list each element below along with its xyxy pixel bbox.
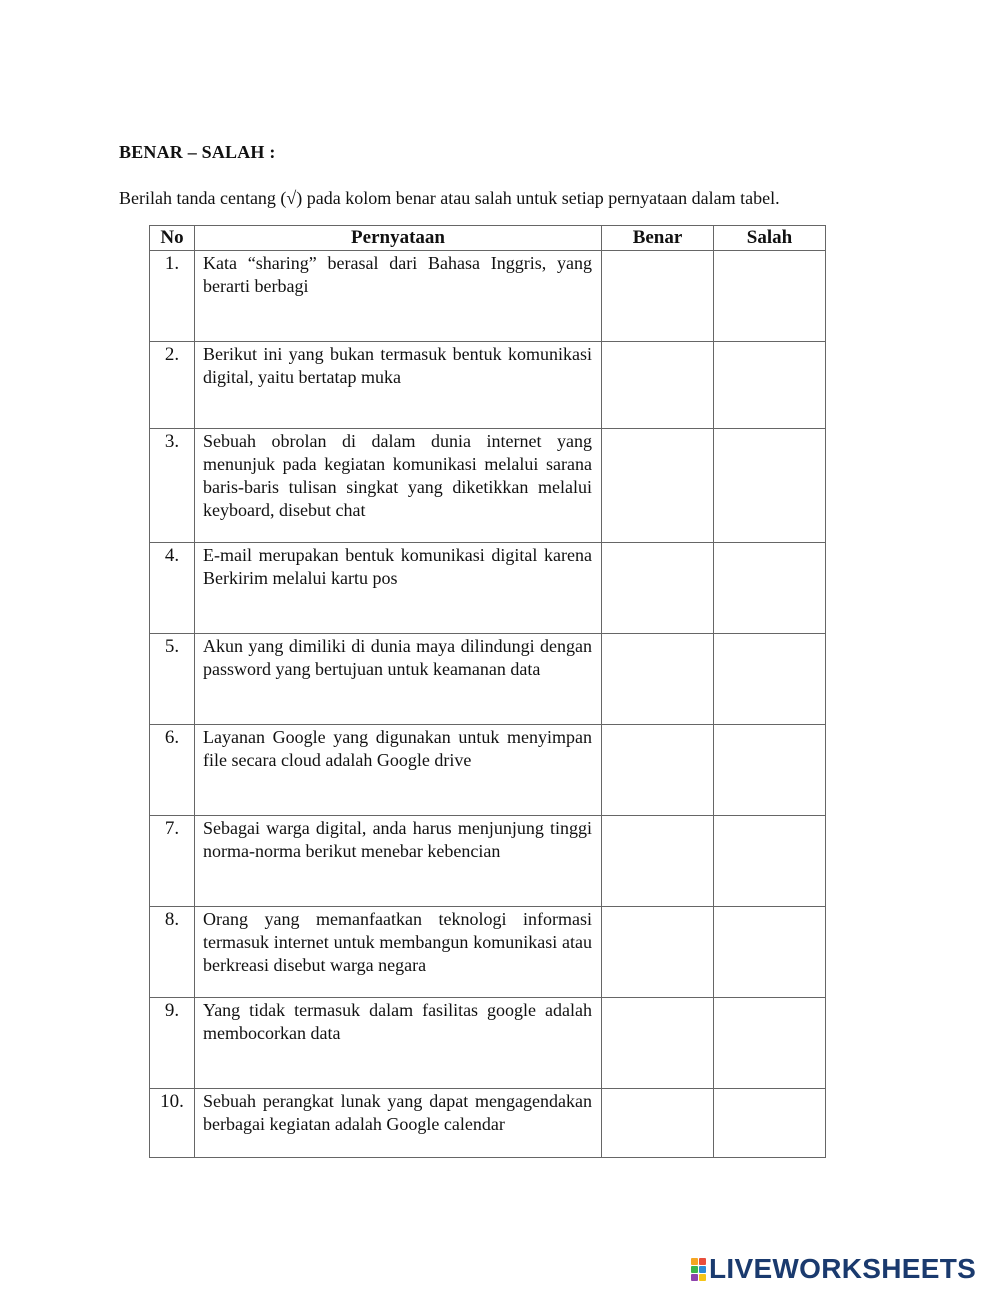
row-number: 6. xyxy=(150,725,195,816)
answer-false-input[interactable] xyxy=(714,817,825,832)
row-number: 1. xyxy=(150,251,195,342)
answer-true-cell[interactable] xyxy=(602,342,714,429)
logo-square xyxy=(699,1266,706,1273)
table-header-row xyxy=(150,226,826,251)
answer-false-input[interactable] xyxy=(714,343,825,358)
row-number: 7. xyxy=(150,816,195,907)
liveworksheets-logo-icon xyxy=(691,1258,706,1281)
worksheet-heading: BENAR – SALAH : xyxy=(119,142,276,162)
answer-true-cell[interactable] xyxy=(602,634,714,725)
answer-false-input[interactable] xyxy=(714,252,825,267)
table-row xyxy=(150,1089,826,1158)
liveworksheets-brand xyxy=(691,1253,976,1285)
answer-true-cell[interactable] xyxy=(602,907,714,998)
table-row xyxy=(150,429,826,543)
answer-false-input[interactable] xyxy=(714,1090,825,1105)
row-number: 8. xyxy=(150,907,195,998)
answer-true-input[interactable] xyxy=(602,430,713,445)
answer-true-input[interactable] xyxy=(602,252,713,267)
answer-true-cell[interactable] xyxy=(602,429,714,543)
answer-true-cell[interactable] xyxy=(602,998,714,1089)
answer-true-input[interactable] xyxy=(602,635,713,650)
answer-false-cell[interactable] xyxy=(714,634,826,725)
table-row xyxy=(150,251,826,342)
row-statement: Sebuah obrolan di dalam dunia internet yang menunjuk pada kegiatan komunikasi melalui sarana baris-baris tulisan singkat yang diketikkan melalui keyboard, disebut chat xyxy=(195,429,602,543)
row-statement: Yang tidak termasuk dalam fasilitas google adalah membocorkan data xyxy=(195,998,602,1089)
answer-true-input[interactable] xyxy=(602,1090,713,1105)
logo-square xyxy=(691,1274,698,1281)
answer-true-cell[interactable] xyxy=(602,251,714,342)
answer-true-input[interactable] xyxy=(602,726,713,741)
answer-false-cell[interactable] xyxy=(714,725,826,816)
answer-true-cell[interactable] xyxy=(602,1089,714,1158)
answer-true-cell[interactable] xyxy=(602,725,714,816)
answer-false-input[interactable] xyxy=(714,430,825,445)
header-no: No xyxy=(150,226,195,251)
row-statement: Kata “sharing” berasal dari Bahasa Inggris, yang berarti berbagi xyxy=(195,251,602,342)
answer-true-cell[interactable] xyxy=(602,816,714,907)
answer-false-cell[interactable] xyxy=(714,342,826,429)
header-false: Salah xyxy=(714,226,826,251)
answer-false-cell[interactable] xyxy=(714,429,826,543)
table-row xyxy=(150,907,826,998)
header-true: Benar xyxy=(602,226,714,251)
answer-false-input[interactable] xyxy=(714,544,825,559)
answer-false-cell[interactable] xyxy=(714,998,826,1089)
table-row xyxy=(150,543,826,634)
liveworksheets-wordmark: LIVEWORKSHEETS xyxy=(709,1253,977,1284)
row-statement: Layanan Google yang digunakan untuk menyimpan file secara cloud adalah Google drive xyxy=(195,725,602,816)
row-number: 5. xyxy=(150,634,195,725)
answer-false-input[interactable] xyxy=(714,635,825,650)
row-statement: Akun yang dimiliki di dunia maya dilindungi dengan password yang bertujuan untuk keamanan data xyxy=(195,634,602,725)
answer-false-cell[interactable] xyxy=(714,543,826,634)
table-row xyxy=(150,342,826,429)
answer-true-input[interactable] xyxy=(602,544,713,559)
row-statement: Sebagai warga digital, anda harus menjunjung tinggi norma-norma berikut menebar kebencian xyxy=(195,816,602,907)
row-number: 2. xyxy=(150,342,195,429)
row-number: 9. xyxy=(150,998,195,1089)
answer-true-cell[interactable] xyxy=(602,543,714,634)
answer-false-input[interactable] xyxy=(714,999,825,1014)
logo-square xyxy=(699,1274,706,1281)
true-false-table xyxy=(149,225,826,1158)
header-statement: Pernyataan xyxy=(195,226,602,251)
logo-square xyxy=(691,1258,698,1265)
logo-square xyxy=(691,1266,698,1273)
row-statement: Berikut ini yang bukan termasuk bentuk komunikasi digital, yaitu bertatap muka xyxy=(195,342,602,429)
row-number: 10. xyxy=(150,1089,195,1158)
row-number: 3. xyxy=(150,429,195,543)
answer-false-input[interactable] xyxy=(714,726,825,741)
answer-true-input[interactable] xyxy=(602,343,713,358)
table-row xyxy=(150,816,826,907)
answer-false-cell[interactable] xyxy=(714,1089,826,1158)
table-row xyxy=(150,725,826,816)
answer-true-input[interactable] xyxy=(602,908,713,923)
answer-true-input[interactable] xyxy=(602,817,713,832)
row-number: 4. xyxy=(150,543,195,634)
answer-false-input[interactable] xyxy=(714,908,825,923)
answer-false-cell[interactable] xyxy=(714,907,826,998)
row-statement: Sebuah perangkat lunak yang dapat mengagendakan berbagai kegiatan adalah Google calendar xyxy=(195,1089,602,1158)
worksheet-instruction: Berilah tanda centang (√) pada kolom benar atau salah untuk setiap pernyataan dalam tabel. xyxy=(119,188,780,208)
answer-true-input[interactable] xyxy=(602,999,713,1014)
table-row xyxy=(150,998,826,1089)
table-row xyxy=(150,634,826,725)
row-statement: Orang yang memanfaatkan teknologi informasi termasuk internet untuk membangun komunikasi atau berkreasi disebut warga negara xyxy=(195,907,602,998)
logo-square xyxy=(699,1258,706,1265)
answer-false-cell[interactable] xyxy=(714,251,826,342)
answer-false-cell[interactable] xyxy=(714,816,826,907)
row-statement: E-mail merupakan bentuk komunikasi digital karena Berkirim melalui kartu pos xyxy=(195,543,602,634)
